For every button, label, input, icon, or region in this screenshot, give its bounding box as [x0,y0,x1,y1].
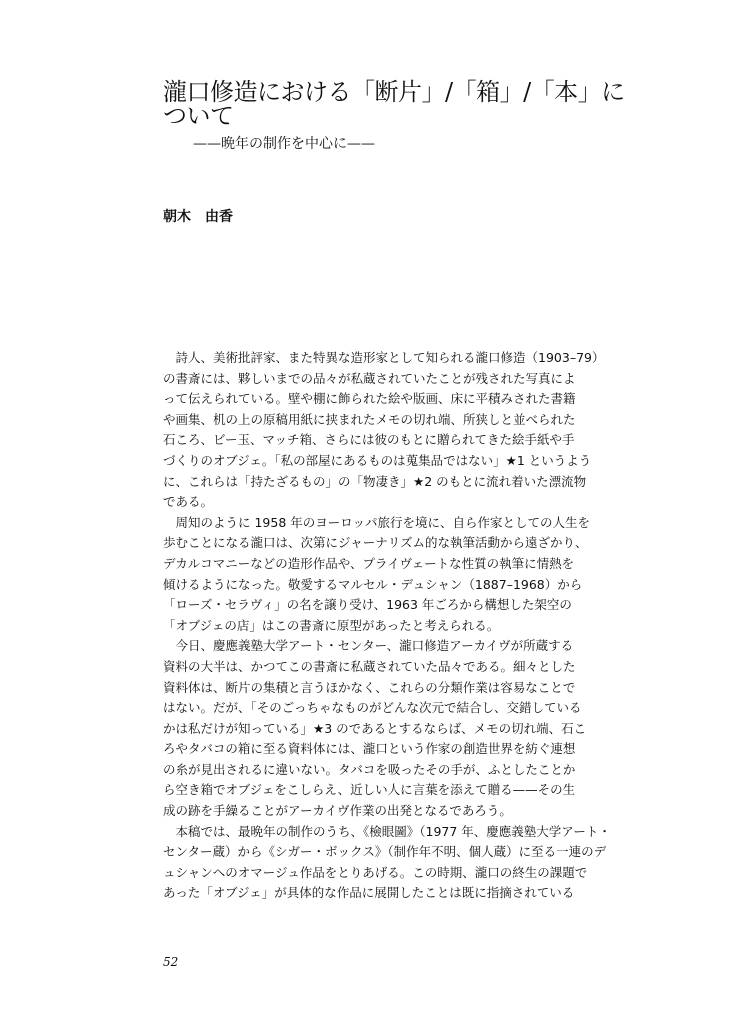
body-line: の書斎には、夥しいまでの品々が私蔵されていたことが残された写真によ [163,370,576,386]
body-line: 資料体は、断片の集積と言うほかなく、これらの分類作業は容易なことで [163,679,576,695]
article-subtitle: ——晩年の制作を中心に—— [193,136,375,152]
body-line: 資料の大半は、かつてこの書斎に私蔵されていた品々である。細々とした [163,658,576,674]
body-line: や画集、机の上の原稿用紙に挟まれたメモの切れ端、所狭しと並べられた [163,411,576,427]
body-line: 今日、慶應義塾大学アート・センター、瀧口修造アーカイヴが所蔵する [163,638,574,654]
body-line: 「オブジェの店」はこの書斎に原型があったと考えられる。 [163,617,500,633]
body-line: ら空き箱でオブジェをこしらえ、近しい人に言葉を添えて贈る——その生 [163,782,576,798]
body-line: である。 [163,494,214,510]
body-line: デカルコマニーなどの造形作品や、プライヴェートな性質の執筆に情熱を [163,555,575,571]
body-line: 本稿では、最晩年の制作のうち、《檢眼圖》（1977 年、慶應義塾大学アート・ [163,823,611,839]
body-line: 成の跡を手繰ることがアーカイヴ作業の出発となるであろう。 [163,803,512,819]
body-line: ろやタバコの箱に至る資料体には、瀧口という作家の創造世界を紡ぐ連想 [163,741,576,757]
body-line: 詩人、美術批評家、また特異な造形家として知られる瀧口修造（1903–79） [163,350,605,365]
body-line: はない。だが、「そのごっちゃなものがどんな次元で結合し、交錯している [163,700,582,716]
article-title [163,78,625,130]
body-line: 石ころ、ビー玉、マッチ箱、さらには彼のもとに贈られてきた絵手紙や手 [163,432,575,448]
body-line: づくりのオブジェ。「私の部屋にあるものは蒐集品ではない」★1 というよう [163,452,592,468]
page-number: 52 [163,955,179,969]
body-line: 周知のように 1958 年のヨーロッパ旅行を境に、自ら作家としての人生を [163,514,591,530]
body-line: かは私だけが知っている」★3 のであるとするならば、メモの切れ端、石こ [163,720,587,736]
body-line: の糸が見出されるに違いない。タバコを吸ったその手が、ふとしたことか [163,761,576,777]
body-line: 歩むことになる瀧口は、次第にジャーナリズム的な執筆活動から遠ざかり、 [163,535,588,551]
body-line: って伝えられている。壁や棚に飾られた絵や版画、床に平積みされた書籍 [163,391,576,407]
body-text [163,348,611,904]
body-line: に、これらは「持たざるもの」の「物凄き」★2 のもとに流れ着いた漂流物 [163,473,587,489]
author-name: 朝木 由香 [163,209,233,225]
body-line: あった「オブジェ」が具体的な作品に展開したことは既に指摘されている [163,885,575,901]
body-line: ュシャンへのオマージュ作品をとりあげる。この時期、瀧口の終生の課題で [163,864,588,880]
body-line: センター蔵）から《シガー・ボックス》（制作年不明、個人蔵）に至る一連のデ [163,844,607,860]
body-line: 傾けるようになった。敬愛するマルセル・デュシャン（1887–1968）から [163,576,583,592]
body-line: 「ローズ・セラヴィ」の名を譲り受け、1963 年ごろから構想した架空の [163,597,572,613]
title-line-1: 瀧口修造における「断片」/「箱」/「本」に [163,78,625,106]
title-line-2: ついて [163,102,234,130]
